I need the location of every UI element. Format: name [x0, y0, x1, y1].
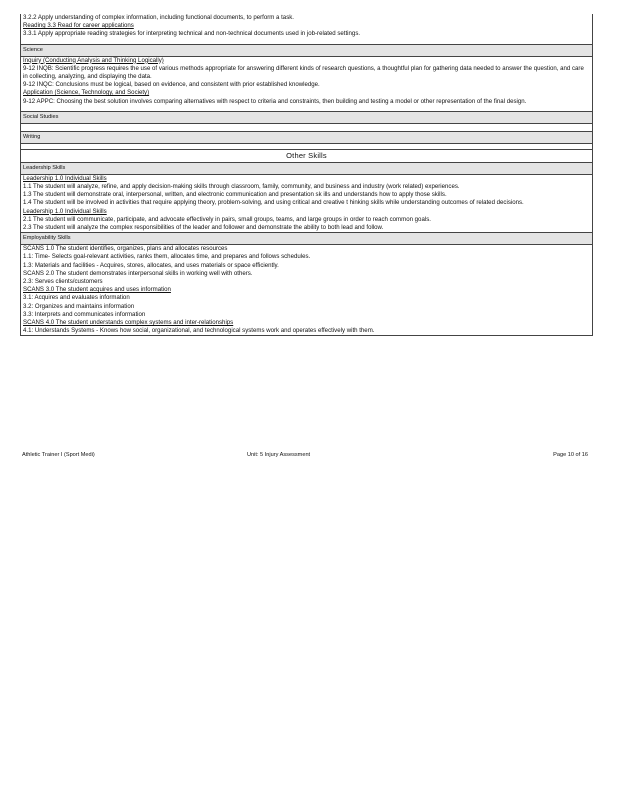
standard-line: 9-12 INQC: Conclusions must be logical, based on evidence, and consistent with prior established knowledge.: [23, 81, 320, 89]
standard-line: 3.3: Interprets and communicates information: [23, 310, 146, 318]
standard-line: 3.3.1 Apply appropriate reading strategies for interpreting technical and non-technical documents used in job-related settings.: [23, 30, 361, 38]
standard-line: 3.1: Acquires and evaluates information: [23, 294, 130, 302]
standard-line: 9-12 APPC: Choosing the best solution involves comparing alternatives with respect to criteria and constraints, then building and testing a model or other representation of the final design.: [23, 97, 527, 105]
other-skills-title: Other Skills: [21, 149, 592, 163]
standard-line: 2.1 The student will communicate, participate, and advocate effectively in pairs, small groups, teams, and large groups in order to reach common goals.: [23, 215, 431, 223]
section-header-science: Science: [21, 44, 592, 57]
footer-unit: Unit: 5 Injury Assessment: [247, 452, 311, 458]
standard-heading: Inquiry (Conducting Analysis and Thinking Logically): [23, 56, 164, 64]
standard-line: 3.2: Organizes and maintains information: [23, 302, 135, 310]
footer-course: Athletic Trainer I (Sport Medi): [22, 452, 95, 458]
standard-line: SCANS 2.0 The student demonstrates interpersonal skills in working well with others.: [23, 269, 253, 277]
standard-line: 2.3 The student will analyze the complex responsibilities of the leader and follower and demonstrate the ability to both lead and follow.: [23, 224, 384, 232]
section-header-writing: Writing: [21, 131, 592, 144]
section-header-social-studies: Social Studies: [21, 111, 592, 124]
standard-line: 1.3 The student will demonstrate oral, interpersonal, written, and electronic communication and presentation sk ills and understands how to apply those skills.: [23, 191, 447, 199]
standard-line: 9-12 INQB: Scientific progress requires the use of various methods appropriate for answering different kinds of research questions, a thoughtful plan for gathering data needed to answer the question, and care in collecting, analyzing, and displaying the data.: [23, 64, 584, 81]
standard-line: 3.2.2 Apply understanding of complex information, including functional documents, to perform a task.: [23, 14, 294, 21]
standard-heading: SCANS 3.0 The student acquires and uses information: [23, 286, 171, 294]
standard-line: 1.1: Time- Selects goal-relevant activities, ranks them, allocates time, and prepares and follows schedules.: [23, 253, 311, 261]
standard-line: 2.3: Serves clients/customers: [23, 278, 103, 286]
standard-line: 1.4 The student will be involved in activities that require applying theory, problem-solving, and using critical and creative t hinking skills while understanding outcomes of related decisions.: [23, 199, 524, 207]
footer-page-number: Page 10 of 16: [553, 452, 588, 458]
standard-heading: Application (Science, Technology, and Society): [23, 89, 150, 97]
standard-line: 1.1 The student will analyze, refine, and apply decision-making skills through classroom, family, community, and business and industry (work related) experiences.: [23, 183, 460, 191]
standard-line: SCANS 1.0 The student identifies, organizes, plans and allocates resources: [23, 245, 228, 253]
standard-heading: Leadership 1.0 Individual Skills: [23, 207, 107, 215]
section-header-leadership: Leadership Skills: [21, 163, 592, 175]
standards-table: [20, 14, 593, 336]
standard-line: 4.1: Understands Systems - Knows how social, organizational, and technological systems work and operates effectively with them.: [23, 327, 375, 335]
section-header-employability: Employability Skills: [21, 232, 592, 245]
standard-line: 1.3: Materials and facilities - Acquires, stores, allocates, and uses materials or space efficiently.: [23, 261, 279, 269]
standard-heading: Leadership 1.0 Individual Skills: [23, 174, 107, 182]
standard-heading: Reading 3.3 Read for career applications: [23, 22, 134, 30]
standard-heading: SCANS 4.0 The student understands complex systems and inter-relationships: [23, 319, 234, 327]
